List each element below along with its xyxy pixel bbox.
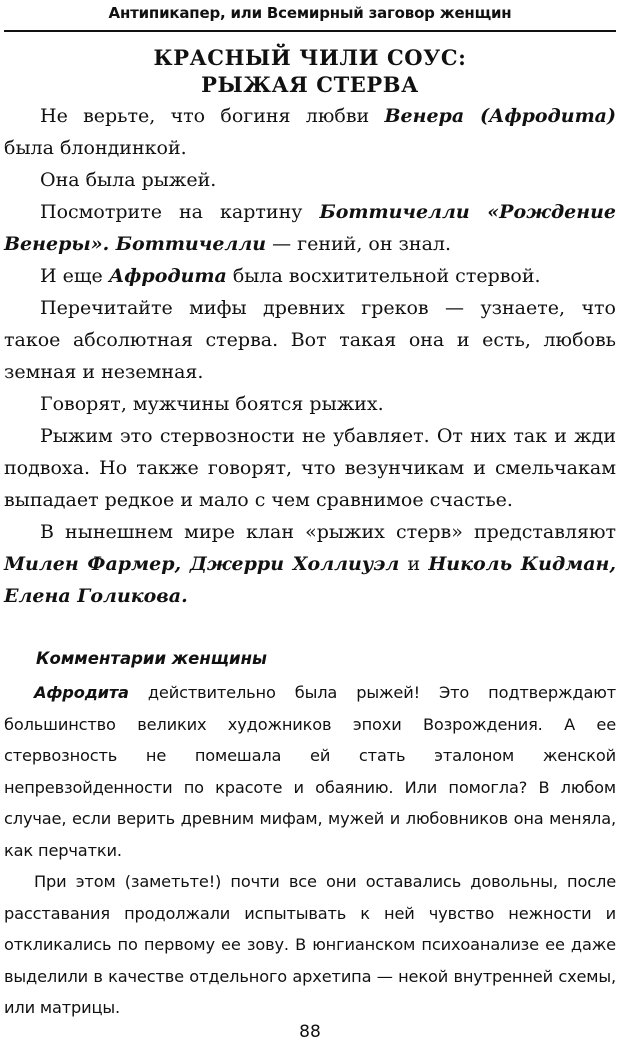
paragraph-4-emphasis: Афродита: [108, 265, 227, 287]
paragraph-4-text-a: И еще: [40, 265, 109, 287]
paragraph-8: [4, 516, 616, 612]
paragraph-3-emphasis: Боттичелли «Рождение Венеры». Боттичелли: [4, 201, 616, 255]
paragraph-8-emphasis-2: Николь Кидман, Елена Голикова.: [4, 553, 616, 607]
header-divider: [4, 30, 616, 32]
paragraph-1-emphasis: Венера (Афродита): [384, 105, 616, 127]
paragraph-4-text-b: была восхитительной стервой.: [226, 265, 541, 287]
paragraph-1-text-a: Не верьте, что богиня любви: [40, 105, 385, 127]
comment-paragraph-1-text: действительно была рыжей! Это подтверждают большинство великих художников эпохи Возрождения. А ее стервозность не помешала ей стать эталоном женской непревзойденности по красоте и обаянию. Или помогла? В любом случае, если верить древним мифам, мужей и любовников она меняла, как перчатки.: [4, 683, 616, 860]
main-text: [4, 100, 616, 612]
paragraph-7: Рыжим это стервозности не убавляет. От них так и жди подвоха. Но также говорят, что везунчикам и смельчакам выпадает редкое и мало с чем сравнимое счастье.: [4, 425, 616, 511]
page-number: 88: [299, 1022, 321, 1042]
comment-paragraph-1-emphasis: Афродита: [34, 683, 129, 702]
paragraph-5: Перечитайте мифы древних греков — узнаете, что такое абсолютная стерва. Вот такая она и есть, любовь земная и неземная.: [4, 297, 616, 383]
paragraph-8-text-a: В нынешнем мире клан «рыжих стерв» представляют: [40, 521, 616, 543]
comment-paragraph-2: При этом (заметьте!) почти все они оставались довольны, после расставания продолжали испытывать к ней чувство нежности и откликались по первому ее зову. В юнгианском психоанализе ее даже выделили в качестве отдельного архетипа — некой внутренней схемы, или матрицы.: [4, 872, 616, 1017]
paragraph-3-text-b: — гений, он знал.: [266, 233, 451, 255]
comment-paragraph-1: [4, 677, 616, 866]
chapter-title: [0, 44, 620, 98]
paragraph-3-text-a: Посмотрите на картину: [40, 201, 320, 223]
comments-heading: Комментарии женщины: [36, 649, 267, 668]
paragraph-6: Говорят, мужчины боятся рыжих.: [40, 393, 384, 415]
chapter-title-line-2: РЫЖАЯ СТЕРВА: [201, 72, 419, 97]
paragraph-8-text-b: и: [399, 553, 429, 575]
paragraph-4: [4, 260, 616, 292]
paragraph-1: [4, 100, 616, 164]
paragraph-1-text-b: была блондинкой.: [4, 137, 187, 159]
paragraph-2: Она была рыжей.: [40, 169, 217, 191]
chapter-title-line-1: КРАСНЫЙ ЧИЛИ СОУС:: [153, 45, 467, 70]
paragraph-8-emphasis-1: Милен Фармер, Джерри Холлиуэл: [4, 553, 400, 575]
running-header: Антипикапер, или Всемирный заговор женщин: [108, 4, 512, 22]
comments-text: [4, 677, 616, 1024]
paragraph-3: [4, 196, 616, 260]
